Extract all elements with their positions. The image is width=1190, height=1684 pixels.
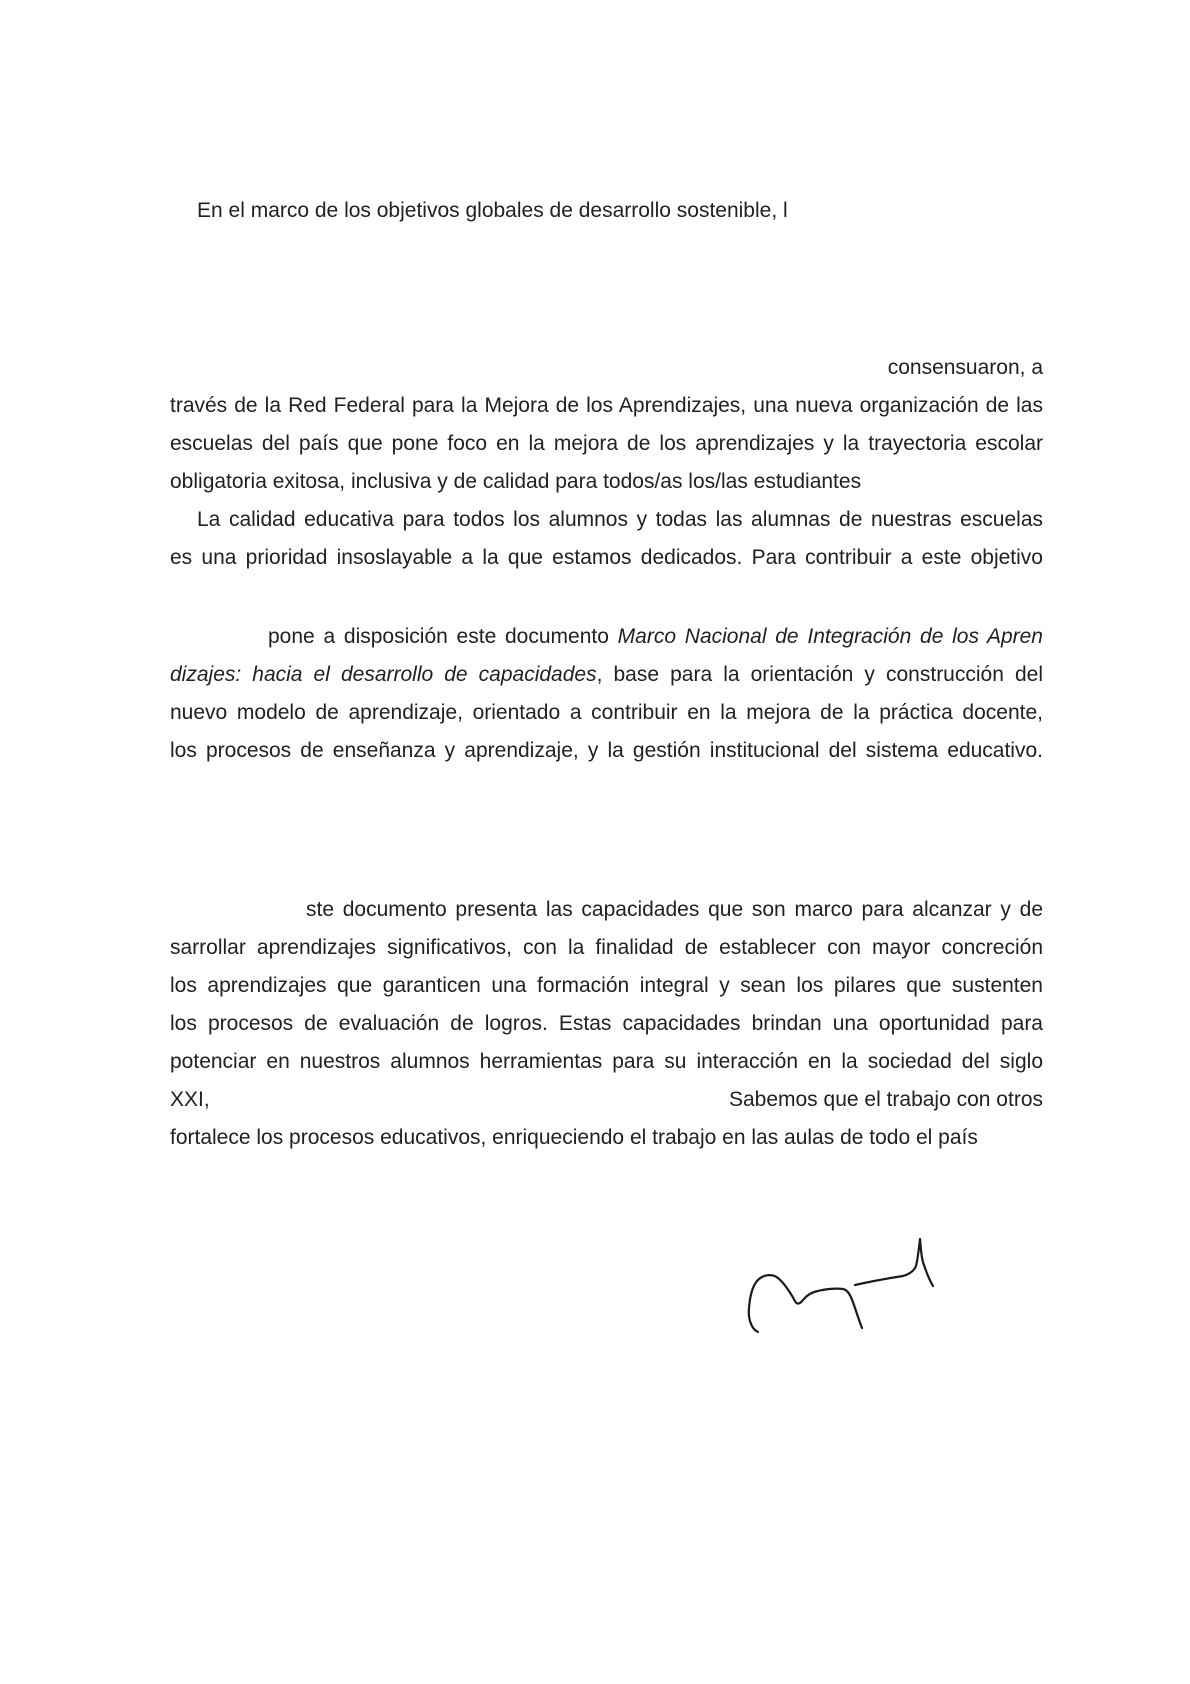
text-line: escuelas del país que pone foco en la mejora de los aprendizajes y la trayectoria escolar [170, 432, 1043, 455]
text-line: potenciar en nuestros alumnos herramientas para su interacción en la sociedad del siglo [170, 1050, 1043, 1073]
text-segment-italic: dizajes: hacia el desarrollo de capacidades [170, 663, 597, 686]
signature [740, 1228, 940, 1340]
paragraph-marco-objetivos [170, 192, 1043, 230]
text-line: sarrollar aprendizajes significativos, con la finalidad de establecer con mayor concreción [170, 936, 1043, 959]
text-line: es una prioridad insoslayable a la que estamos dedicados. Para contribuir a este objetivo [170, 546, 1043, 569]
paragraph-red-federal [170, 349, 1043, 501]
text-line: En el marco de los objetivos globales de desarrollo sostenible, l [197, 199, 788, 222]
text-line: La calidad educativa para todos los alumnos y todas las alumnas de nuestras escuelas [197, 508, 1043, 531]
text-line: los procesos de enseñanza y aprendizaje, y la gestión institucional del sistema educativo. [170, 739, 1043, 762]
text-line: los procesos de evaluación de logros. Estas capacidades brindan una oportunidad para [170, 1012, 1043, 1035]
text-line: fortalece los procesos educativos, enriqueciendo el trabajo en las aulas de todo el país [170, 1126, 978, 1149]
text-line-split [170, 1081, 1043, 1119]
text-segment-sabemos: Sabemos que el trabajo con otros [728, 1088, 1043, 1111]
text-line: nuevo modelo de aprendizaje, orientado a contribuir en la mejora de la práctica docente, [170, 701, 1043, 724]
signature-stroke-main [749, 1275, 862, 1332]
text-line: través de la Red Federal para la Mejora de los Aprendizajes, una nueva organización de las [170, 394, 1043, 417]
paragraph-marco-nacional [170, 618, 1043, 770]
text-segment-xxi: XXI, [170, 1088, 210, 1111]
text-line-mixed [170, 618, 1043, 656]
paragraph-capacidades [170, 891, 1043, 1157]
text-line: obligatoria exitosa, inclusiva y de calidad para todos/as los/las estudiantes [170, 470, 862, 493]
text-segment-italic: Marco Nacional de Integración de los Apren [617, 625, 1043, 648]
text-line-consensuaron: consensuaron, a [887, 356, 1043, 379]
text-block [170, 192, 1043, 1157]
text-line: los aprendizajes que garanticen una formación integral y sean los pilares que sustenten [170, 974, 1043, 997]
text-segment: , base para la orientación y construcción del [596, 663, 1043, 686]
text-segment: pone a disposición este documento [268, 625, 618, 648]
text-line: ste documento presenta las capacidades que son marco para alcanzar y de [306, 898, 1043, 921]
paragraph-calidad-educativa [170, 501, 1043, 577]
text-line-mixed [170, 656, 1043, 694]
signature-stroke-flourish [855, 1239, 933, 1286]
